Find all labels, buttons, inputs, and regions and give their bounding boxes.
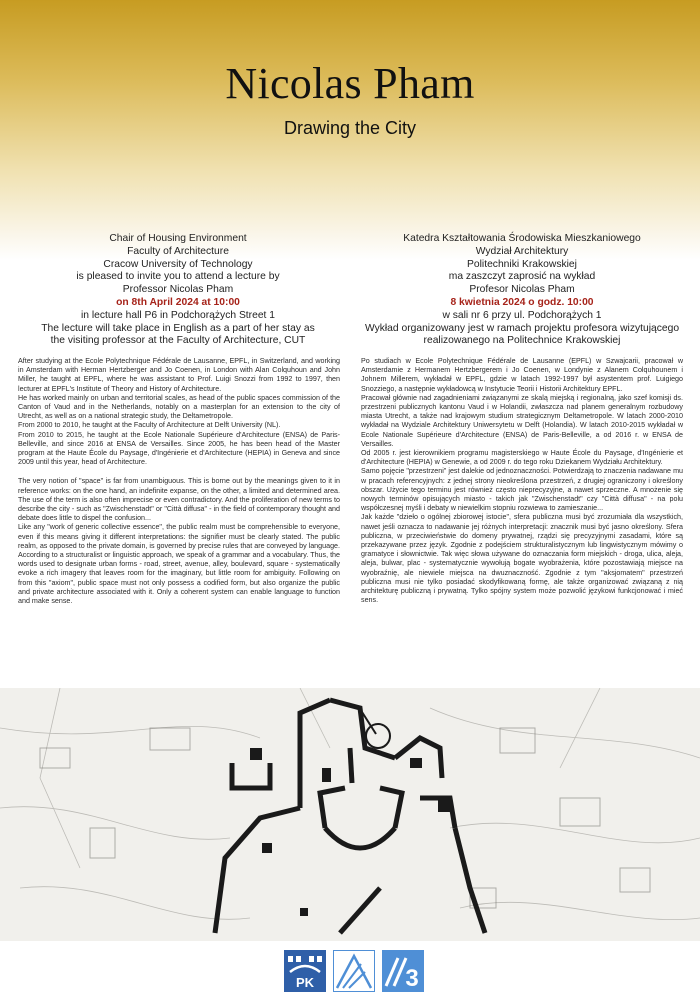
paragraph: Samo pojęcie "przestrzeni" jest dalekie od jednoznaczności. Potwierdzają to znaczenia nadawane mu w pracach referencyjnych: z jednej strony nieokreślona przestrzeń, z drugiej ograniczony i określony obszar. Użycie tego terminu jest również często nieprecyzyjne, a nawet sprzeczne. A mnożenie się nowych terminów opisujących miasto - takich jak "Zwischenstadt" czy "Città diffusa" - na polu współczesnej myśli i debaty w niewielkim stopniu rozwiewa to zamieszanie...	[361, 467, 683, 513]
invite-line: Profesor Nicolas Pham	[469, 284, 575, 296]
invite-line: Chair of Housing Environment	[109, 233, 247, 244]
invite-line: is pleased to invite you to attend a lecture by	[76, 271, 280, 283]
invite-line: The lecture will take place in English as a part of her stay as	[41, 322, 315, 334]
chair-logo-text: 3	[405, 965, 419, 992]
paragraph-gap	[18, 467, 340, 477]
pk-text: PK	[295, 975, 315, 990]
invite-line: Faculty of Architecture	[127, 245, 229, 257]
invite-line: Katedra Kształtowania Środowiska Mieszkaniowego	[403, 233, 641, 244]
invite-line: ma zaszczyt zaprosić na wykład	[448, 271, 596, 283]
invite-line: in lecture hall P6 in Podchorążych Street 1	[80, 309, 276, 321]
plan-sketch	[0, 688, 700, 941]
invitation-polish	[362, 233, 682, 348]
invite-line: Cracow University of Technology	[103, 258, 253, 270]
invite-line: Politechniki Krakowskiej	[467, 258, 577, 270]
logo-strip	[0, 944, 700, 996]
body-english	[18, 357, 340, 606]
paragraph: He has worked mainly on urban and territorial scales, as head of the public spaces commission of the Canton of Vaud and in the Netherlands, notably on a masterplan for an extension to the city of Utrecht, as well as on a national strategic study, the Deltametropole.	[18, 393, 340, 421]
invite-line: w sali nr 6 przy ul. Podchorążych 1	[442, 309, 602, 321]
page-subtitle: Drawing the City	[283, 118, 417, 138]
invite-line: realizowanego na Politechnice Krakowskiej	[423, 335, 621, 347]
invite-line: Wykład organizowany jest w ramach projektu profesora wizytującego	[364, 322, 680, 334]
paragraph: Pracował głównie nad zagadnieniami związanymi ze skalą miejską i regionalną, jako szef komisji ds. przestrzeni publicznych kantonu Vaud i w Holandii, zwłaszcza nad planem generalnym rozbudowy miasta Utrecht, a także nad krajowym studium strategicznym Deltametropole. W latach 2000-2010 wykładał na Wydziale Architektury Uniwersytetu w Delft (Holandia). W latach 2010-2015 wykładał w Ecole Nationale Supérieure d'Architecture (ENSA) de Paris-Belleville, a od 2016 r. w ENSA de Versailles.	[361, 393, 683, 448]
invitation-english	[18, 233, 338, 348]
paragraph: From 2000 to 2010, he taught at the Faculty of Architecture at Delft University (NL).	[18, 421, 281, 430]
paragraph: Jak każde "dzieło o ogólnej zbiorowej istocie", sfera publiczna musi być zrozumiała dla wszystkich, nawet jeśli oznacza to nadawanie jej różnych interpretacji: znacznik musi być jasno określony. Sfera publiczna, w przeciwieństwie do domeny prywatnej, rządzi się precyzyjnymi zasadami, które są przekazywane przez język. Zgodnie z podejściem strukturalistycznym lub lingwistycznym mówimy o gramatyce i słownictwie. Tak więc słowa używane do oznaczania form miejskich - droga, ulica, aleja, aleja, bulwar, plac - systematycznie wywołują bogate wyobrażenia, które pozostawiają miejsce na wyobraźnię, ale niewiele miejsca na dwuznaczność. Zgodnie z tym "aksjomatem" przestrzeń publiczna musi nie tylko posiadać skodyfikowaną formę, ale także organizować związaną z nią architekturę publiczną i prywatną. Tylko spójny system może pozwolić językowi funkcjonować i mieć sens.	[361, 513, 683, 605]
paragraph: Od 2005 r. jest kierownikiem programu magisterskiego w Haute École du Paysage, d'Ingénierie et d'Architecture (HEPIA) w Genewie, a od 2009 r. do tego roku Dziekanem Wydziału Architektury.	[361, 449, 683, 467]
page-title: Nicolas Pham	[225, 59, 475, 108]
invite-line: Professor Nicolas Pham	[122, 284, 234, 296]
paragraph: From 2010 to 2015, he taught at the Ecole Nationale Supérieure d'Architecture (ENSA) de Paris-Belleville, and since 2016 at ENSA de Versailles. Since 2005, he has been head of the Master program at the Haute École du Paysage, d'Ingénierie et d'Architecture (HEPIA) in Geneva and since 2009 until this year, head of Architecture.	[18, 430, 340, 467]
university-logo	[284, 950, 326, 992]
paragraph: The very notion of "space" is far from unambiguous. This is borne out by the meanings given to it in reference works: on the one hand, an indefinite expanse, on the other, a limited and determined area. The use of the term is also often imprecise or even contradictory. And the proliferation of new terms to describe the city - such as "Zwischenstadt" or "Città diffusa" - in the field of contemporary thought and debate does little to dispel the confusion...	[18, 477, 340, 523]
invite-line: Wydział Architektury	[475, 245, 569, 257]
paragraph: Like any "work of generic collective essence", the public realm must be comprehensible to everyone, even if this means giving it different interpretations: the signifier must be clearly stated. The public realm, as opposed to the private domain, is governed by precise rules that are conveyed by language. According to a structuralist or linguistic approach, we speak of a grammar and a vocabulary. Thus, the words used to designate urban forms - road, street, avenue, alley, boulevard, square - systematically evoke a rich imagery that leaves room for the imaginary, but little room for ambiguity. Following on from this "axiom", public space must not only possess a codified form, but also organize the public and private architecture associated with it. Only a coherent system can enable language to function and make sense.	[18, 523, 340, 606]
body-polish	[361, 357, 683, 605]
chair-logo	[382, 950, 424, 992]
lecture-date: on 8th April 2024 at 10:00	[116, 296, 240, 308]
invite-line: the visiting professor at the Faculty of Architecture, CUT	[50, 335, 306, 347]
paragraph: Po studiach w Ecole Polytechnique Fédérale de Lausanne (EPFL) w Szwajcarii, pracował w Amsterdamie z Hermanem Hertzbergerem i Jo Coenen, w Londynie z Alanem Colquhounem i Johnem Millerem, wykładał w EPFL, gdzie w latach 1992-1997 był asystentem prof. Luigiego Snozziego, a następnie wykładowcą w Instytucie Teorii i Historii Architektury EPFL.	[361, 357, 683, 393]
faculty-logo	[333, 950, 375, 992]
paragraph: After studying at the Ecole Polytechnique Fédérale de Lausanne, EPFL, in Switzerland, and working in Amsterdam with Herman Hertzberger and Jo Coenen, in London with Alan Colquhoun and John Miller, he taught at EPFL, where he was assistant to Prof. Luigi Snozzi from 1992 to 1997, then lecturer at EPFL's Institute of Theory and History of Architecture.	[18, 357, 340, 393]
urban-plan-drawing	[0, 688, 700, 941]
lecture-date: 8 kwietnia 2024 o godz. 10:00	[450, 296, 594, 308]
